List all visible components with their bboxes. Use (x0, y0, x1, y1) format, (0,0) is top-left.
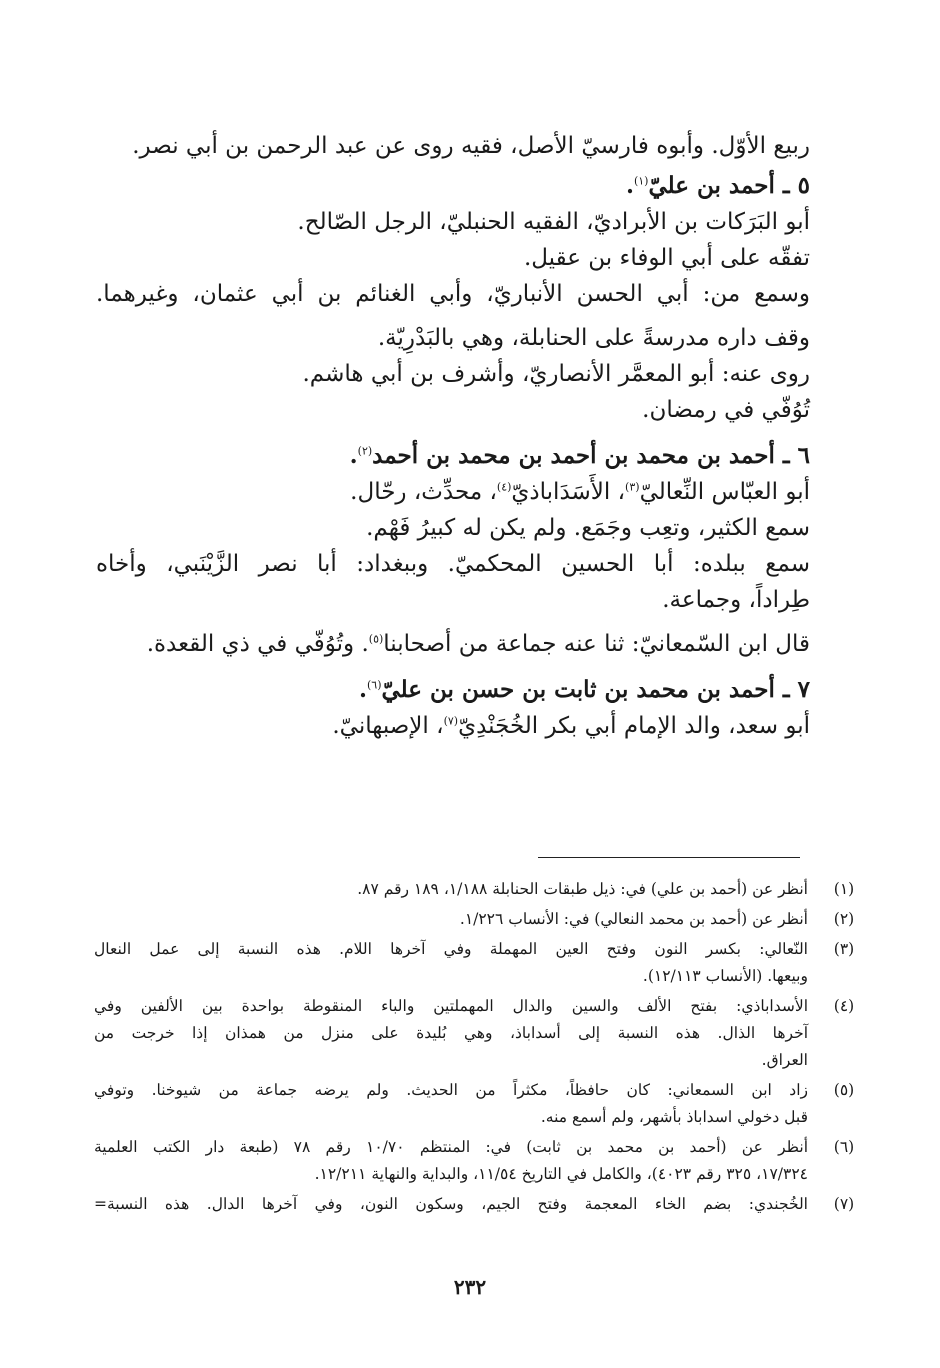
footnotes (94, 876, 855, 1218)
entry-7-text: أبو سعد، والد الإمام أبي بكر الخُجَنْدِيّ (458, 713, 810, 739)
footnote-number: (٦) (833, 1138, 855, 1156)
footnote (94, 906, 855, 933)
entry-6-line: طِراداً، وجماعة. (662, 587, 810, 613)
footnote (94, 936, 855, 990)
entry-6-text: أبو العبّاس النِّعاليّ (639, 479, 810, 505)
footnote-ref-3: (٣) (625, 480, 640, 494)
entry-6-title-end: . (349, 442, 358, 469)
footnote-line: الخُجندي: بضم الخاء المعجمة وفتح الجيم، وسكون النون، وفي آخرها الدال. هذه النسبة= (94, 1195, 808, 1213)
footnote-line: زاد ابن السمعاني: كان حافظاً، مكثراً من الحديث. ولم يرضه جماعة من شيوخنا. وتوفي (94, 1081, 808, 1099)
footnote-line: أنظر عن (أحمد بن علي) في: ذيل طبقات الحنابلة ١/١٨٨، ١٨٩ رقم ٨٧. (357, 880, 808, 898)
footnote-ref-4: (٤) (496, 480, 512, 494)
page-number: ٢٣٢ (453, 1275, 487, 1299)
entry-6-line (96, 474, 810, 510)
entry-7-text: ، الإصبهانيّ. (332, 713, 444, 739)
footnote (94, 1134, 855, 1188)
footnote-line: وبيعها. (الأنساب ١٢/١١٣). (642, 967, 808, 985)
footnote-line: الأسداباذي: بفتح الألف والسين والدال المهملتين والباء المنقوطة بواحدة بين الألفين وفي (94, 997, 808, 1015)
entry-6-text: ، الأَسَدَاباذيّ (511, 479, 626, 505)
footnote (94, 1077, 855, 1131)
entry-6-text: ، محدِّث، رحّال. (350, 479, 497, 505)
footnote-line: آخرها الذال. هذه النسبة إلى أسداباذ، وهي بُليدة على منزل من همذان إذا خرجت من (94, 1024, 808, 1042)
footnote-line: ١٧/٣٢٤، ٣٢٥ رقم ٤٠٢٣)، والكامل في التاريخ ١١/٥٤، والبداية والنهاية ١٢/٢١١. (314, 1165, 808, 1183)
footnote-line: أنظر عن (أحمد بن محمد النعالي) في: الأنساب ١/٢٢٦. (459, 910, 808, 928)
entry-6-heading (96, 438, 810, 474)
entry-5-title: ٥ ـ أحمد بن عليّ (648, 172, 810, 199)
entry-5-line: وسمع من: أبي الحسن الأنباريّ، وأبي الغنائم بن أبي عثمان، وغيرهما. (96, 281, 810, 307)
entry-5-line: روى عنه: أبو المعمَّر الأنصاريّ، وأشرف بن أبي هاشم. (302, 361, 810, 387)
entry-6-text: قال ابن السّمعانيّ: ثنا عنه جماعة من أصحابنا (383, 631, 810, 657)
footnote-number: (١) (833, 880, 855, 898)
footnote (94, 1191, 855, 1218)
entry-5-line: وقف داره مدرسةً على الحنابلة، وهي بالبَدْرِيّة. (377, 325, 810, 351)
entry-5-line: تفقّه على أبي الوفاء بن عقيل. (523, 245, 810, 271)
footnote-ref-1: (١) (633, 174, 649, 188)
footnote-number: (٢) (833, 910, 855, 928)
entry-6-line: سمع ببلده: أبا الحسين المحكميّ. وببغداد: أبا نصر الزَّيْنَبي، وأخاه (96, 551, 810, 577)
entry-6-title: ٦ ـ أحمد بن محمد بن أحمد بن محمد بن أحمد (372, 442, 810, 469)
footnote-ref-2: (٢) (357, 444, 373, 458)
opening-line: ربيع الأوّل. وأبوه فارسيّ الأصل، فقيه روى عن عبد الرحمن بن أبي نصر. (132, 133, 810, 159)
entry-6-text: . وتُوُفّي في ذي القعدة. (146, 631, 369, 657)
footnote-ref-5: (٥) (368, 632, 384, 646)
footnote-number: (٥) (833, 1081, 855, 1099)
entry-5-heading (96, 168, 810, 204)
entry-7-heading (96, 672, 810, 708)
footnote-number: (٧) (833, 1195, 855, 1213)
footnote-ref-6: (٦) (367, 678, 382, 692)
entry-5-title-end: . (625, 172, 634, 199)
entry-6-quote (96, 626, 810, 662)
main-text (96, 128, 810, 744)
entry-7-title: ٧ ـ أحمد بن محمد بن ثابت بن حسن بن عليّ (381, 676, 810, 703)
footnote-line: أنظر عن (أحمد بن محمد بن ثابت) في: المنتظم ١٠/٧٠ رقم ٧٨ (طبعة دار الكتب العلمية (94, 1138, 808, 1156)
footnote-line: العراق. (761, 1051, 808, 1069)
footnote (94, 993, 855, 1074)
entry-6-line: سمع الكثير، وتعِب وجَمَع. ولم يكن له كبيرُ فَهْم. (366, 515, 810, 541)
footnote-line: النّعالي: بكسر النون وفتح العين المهملة وفي آخرها اللام. هذه النسبة إلى عمل النعال (94, 940, 808, 958)
footnote-number: (٤) (833, 997, 855, 1015)
footnote-separator (538, 857, 800, 858)
footnote-line: قبل دخولي اسداباذ بأشهر، ولم أسمع منه. (540, 1108, 808, 1126)
footnote-number: (٣) (833, 940, 855, 958)
entry-5-line: تُوُفّي في رمضان. (642, 397, 810, 423)
entry-7-title-end: . (358, 676, 367, 703)
entry-7-line (96, 708, 810, 744)
footnote-ref-7: (٧) (443, 714, 459, 728)
entry-5-line: أبو البَرَكات بن الأبراديّ، الفقيه الحنبليّ، الرجل الصّالح. (297, 209, 810, 235)
footnote (94, 876, 855, 903)
